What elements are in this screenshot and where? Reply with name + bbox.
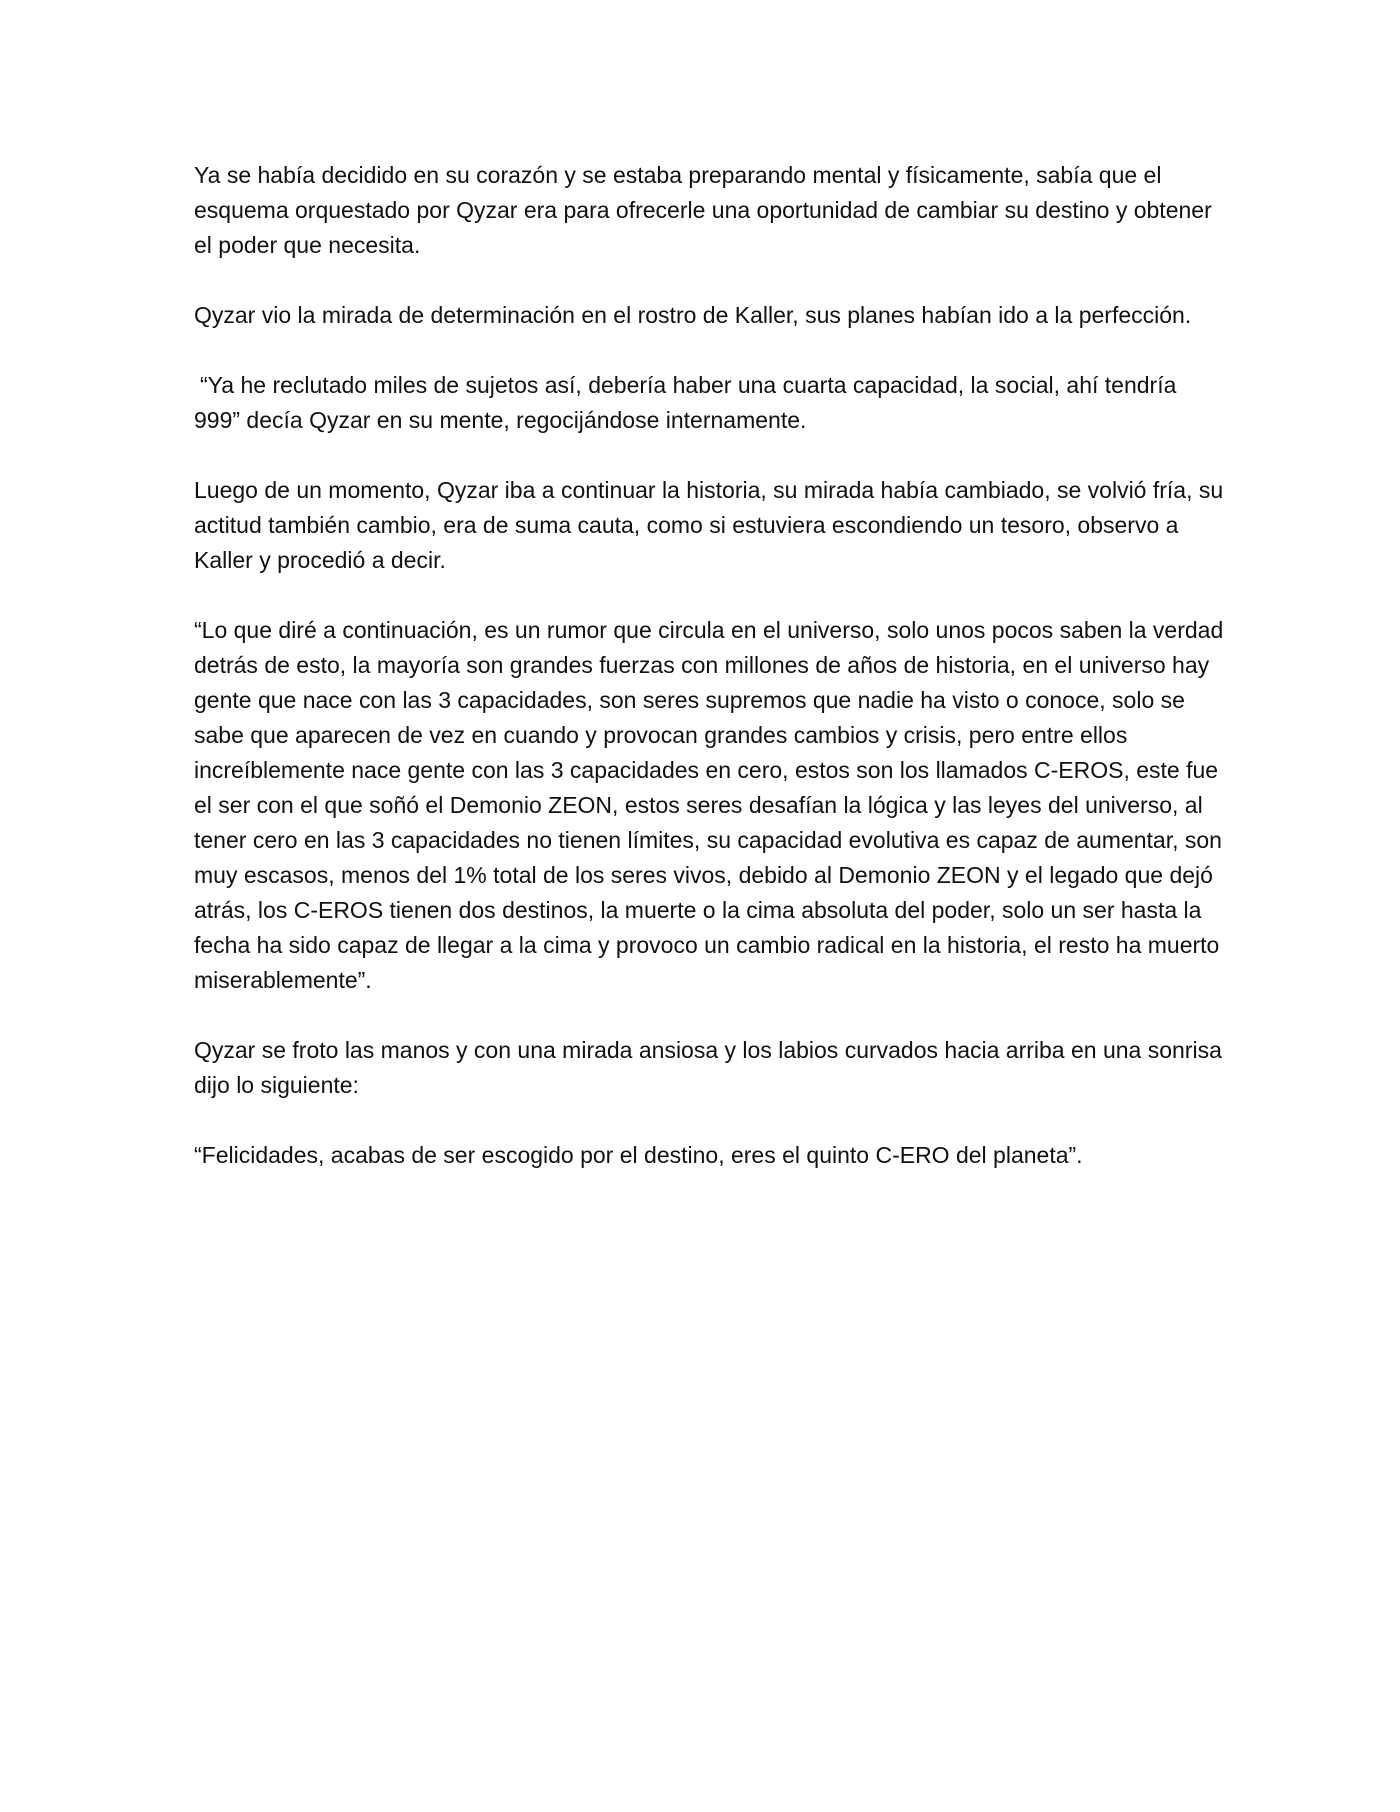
paragraph-7: “Felicidades, acabas de ser escogido por el destino, eres el quinto C-ERO del planeta”. <box>194 1142 1083 1168</box>
document-body <box>194 158 1224 1208</box>
paragraph-6: Qyzar se froto las manos y con una mirada ansiosa y los labios curvados hacia arriba en una sonrisa dijo lo siguiente: <box>194 1037 1222 1098</box>
paragraph-2: Qyzar vio la mirada de determinación en el rostro de Kaller, sus planes habían ido a la perfección. <box>194 302 1192 328</box>
paragraph-1: Ya se había decidido en su corazón y se estaba preparando mental y físicamente, sabía que el esquema orquestado por Qyzar era para ofrecerle una oportunidad de cambiar su destino y obtener el poder que necesita. <box>194 162 1212 258</box>
paragraph-4: Luego de un momento, Qyzar iba a continuar la historia, su mirada había cambiado, se volvió fría, su actitud también cambio, era de suma cauta, como si estuviera escondiendo un tesoro, observo a Kaller y procedió a decir. <box>194 477 1224 573</box>
paragraph-5: “Lo que diré a continuación, es un rumor que circula en el universo, solo unos pocos saben la verdad detrás de esto, la mayoría son grandes fuerzas con millones de años de historia, en el universo hay gente que nace con las 3 capacidades, son seres supremos que nadie ha visto o conoce, solo se sabe que aparecen de vez en cuando y provocan grandes cambios y crisis, pero entre ellos increíblemente nace gente con las 3 capacidades en cero, estos son los llamados C-EROS, este fue el ser con el que soñó el Demonio ZEON, estos seres desafían la lógica y las leyes del universo, al tener cero en las 3 capacidades no tienen límites, su capacidad evolutiva es capaz de aumentar, son muy escasos, menos del 1% total de los seres vivos, debido al Demonio ZEON y el legado que dejó atrás, los C-EROS tienen dos destinos, la muerte o la cima absoluta del poder, solo un ser hasta la fecha ha sido capaz de llegar a la cima y provoco un cambio radical en la historia, el resto ha muerto miserablemente”. <box>194 617 1224 993</box>
paragraph-3: “Ya he reclutado miles de sujetos así, debería haber una cuarta capacidad, la social, ahí tendría 999” decía Qyzar en su mente, regocijándose internamente. <box>194 372 1177 433</box>
